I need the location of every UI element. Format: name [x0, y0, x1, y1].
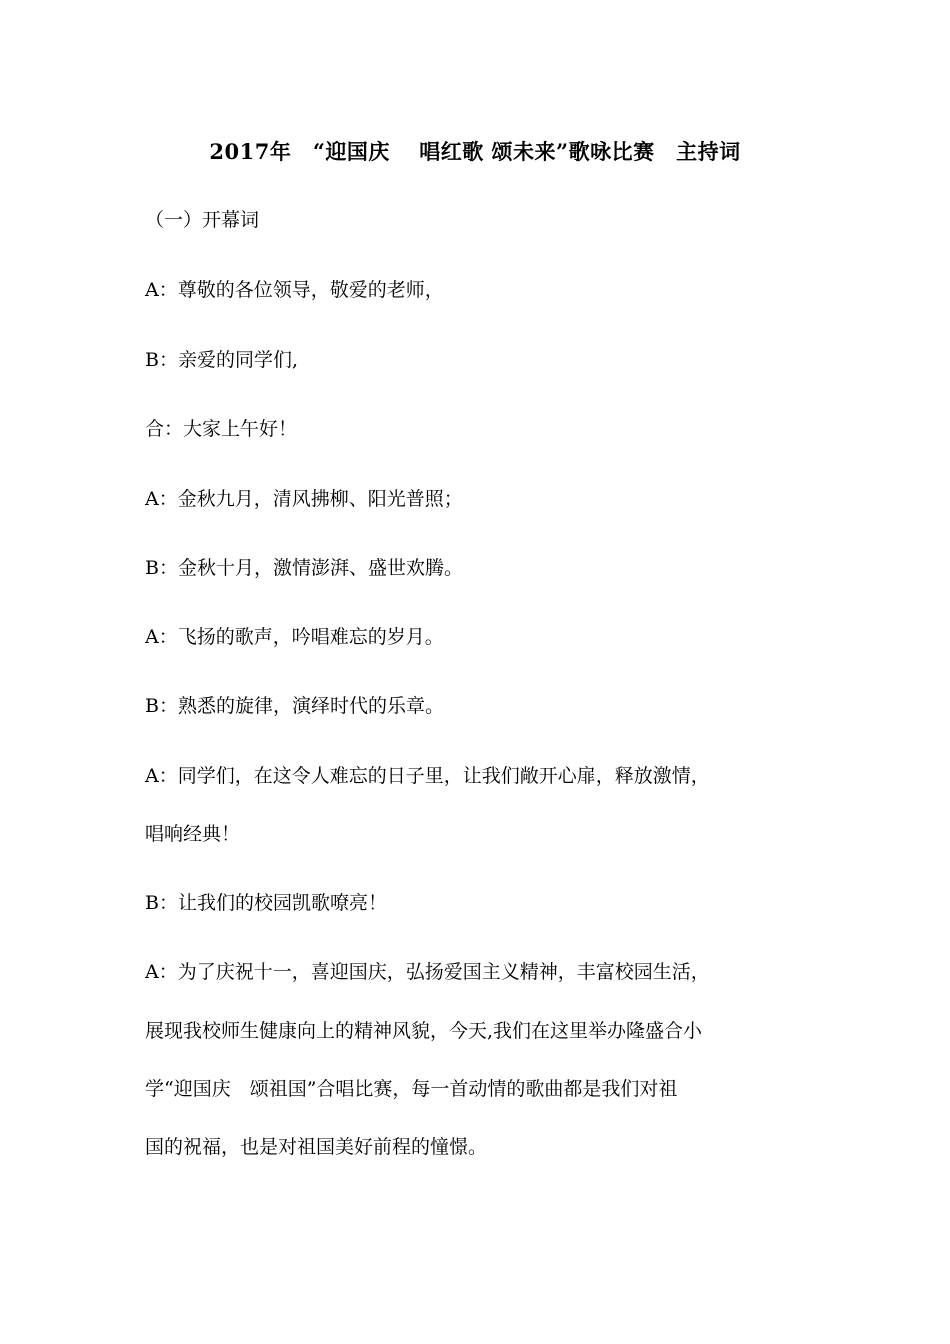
paragraph-line: 学“迎国庆 颂祖国”合唱比赛，每一首动情的歌曲都是我们对祖	[145, 1078, 678, 1100]
paragraph-line: 展现我校师生健康向上的精神风貌，今天,我们在这里举办隆盛合小	[145, 1020, 703, 1042]
dialogue-line: B：金秋十月，激情澎湃、盛世欢腾。	[145, 557, 463, 579]
dialogue-line: 合：大家上午好！	[145, 418, 298, 440]
paragraph-line: A：为了庆祝十一，喜迎国庆，弘扬爱国主义精神，丰富校园生活，	[145, 961, 710, 983]
dialogue-line: B：亲爱的同学们,	[145, 349, 299, 371]
dialogue-line: B：让我们的校园凯歌嘹亮！	[145, 892, 387, 914]
dialogue-line: A：飞扬的歌声，吟唱难忘的岁月。	[145, 626, 444, 648]
dialogue-line: A：金秋九月，清风拂柳、阳光普照；	[145, 488, 463, 510]
section-heading: （一）开幕词	[145, 209, 260, 231]
dialogue-line: A：尊敬的各位领导，敬爱的老师，	[145, 279, 444, 301]
document-title: 2017年 “迎国庆 唱红歌 颂未来”歌咏比赛 主持词	[209, 139, 741, 164]
paragraph-line: 唱响经典！	[145, 823, 241, 845]
dialogue-line: B：熟悉的旋律，演绎时代的乐章。	[145, 695, 444, 717]
paragraph-line: 国的祝福，也是对祖国美好前程的憧憬。	[145, 1136, 488, 1158]
paragraph-line: A：同学们，在这令人难忘的日子里，让我们敞开心扉，释放激情，	[145, 765, 710, 787]
